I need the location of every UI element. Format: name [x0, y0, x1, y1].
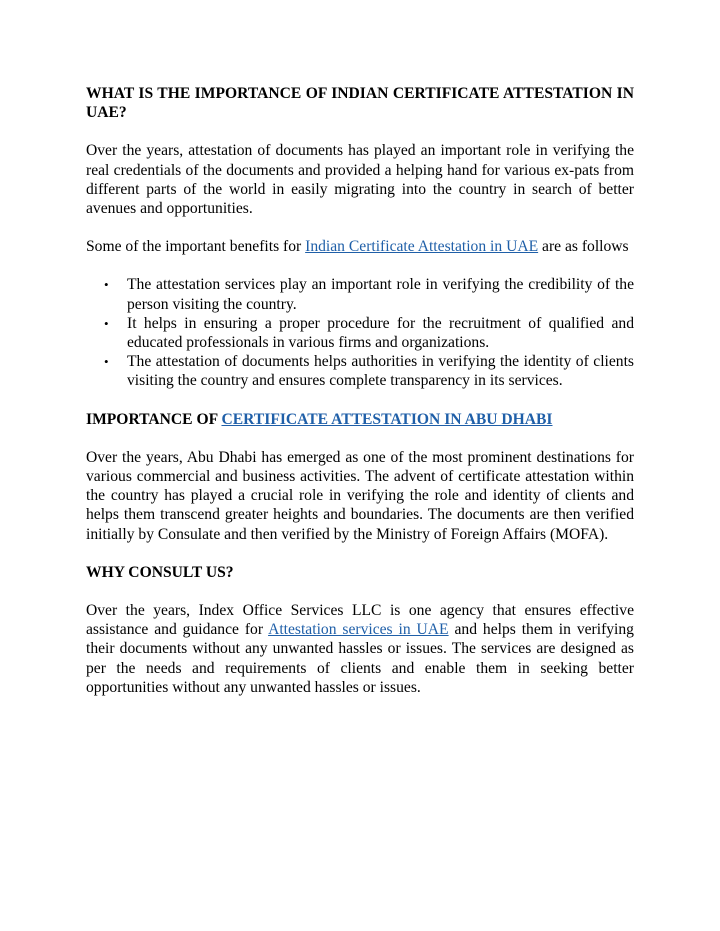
consult-paragraph — [86, 601, 634, 697]
consult-text-before: Over the years, Index Office Services LLC is one agency that ensures effective assistance and guidance for — [86, 602, 634, 639]
benefits-intro-text-after: are as follows — [538, 238, 629, 256]
bullet-icon: • — [104, 354, 109, 370]
list-item-text: It helps in ensuring a proper procedure for the recruitment of qualified and educated professionals in various firms and organizations. — [127, 314, 634, 352]
bullet-icon: • — [104, 277, 109, 293]
certificate-attestation-abu-dhabi-link[interactable]: CERTIFICATE ATTESTATION IN ABU DHABI — [221, 410, 553, 428]
heading-indian-attestation: WHAT IS THE IMPORTANCE OF INDIAN CERTIFICATE ATTESTATION IN UAE? — [86, 85, 634, 122]
intro-paragraph: Over the years, attestation of documents has played an important role in verifying the real credentials of the documents and provided a helping hand for various ex-pats from different parts of the world in easily migrating into the country in search of better avenues and opportunities. — [86, 142, 634, 218]
indian-certificate-attestation-link[interactable]: Indian Certificate Attestation in UAE — [305, 238, 539, 256]
attestation-services-uae-link[interactable]: Attestation services in UAE — [268, 621, 449, 639]
benefits-list — [86, 275, 634, 390]
bullet-icon: • — [104, 315, 109, 331]
benefits-intro-paragraph — [86, 237, 634, 256]
list-item — [104, 275, 634, 313]
consult-text-after: and helps them in verifying their documents without any unwanted hassles or issues. The services are designed as per the needs and requirements of clients and enable them in seeking better opportunities without any unwanted hassles or issues. — [86, 621, 634, 696]
heading-abu-dhabi — [86, 410, 634, 429]
list-item — [104, 352, 634, 390]
heading-abu-dhabi-prefix: IMPORTANCE OF — [86, 410, 222, 428]
abu-dhabi-paragraph: Over the years, Abu Dhabi has emerged as one of the most prominent destinations for various commercial and business activities. The advent of certificate attestation within the country has played a crucial role in verifying the role and identity of clients and helps them transcend greater heights and boundaries. The documents are then verified initially by Consulate and then verified by the Ministry of Foreign Affairs (MOFA). — [86, 448, 634, 543]
list-item-text: The attestation of documents helps authorities in verifying the identity of clients visiting the country and ensures complete transparency in its services. — [127, 353, 634, 390]
benefits-intro-text-before: Some of the important benefits for — [86, 238, 306, 256]
list-item — [104, 314, 634, 352]
list-item-text: The attestation services play an important role in verifying the credibility of the person visiting the country. — [127, 276, 634, 313]
heading-why-consult: WHY CONSULT US? — [86, 563, 234, 581]
